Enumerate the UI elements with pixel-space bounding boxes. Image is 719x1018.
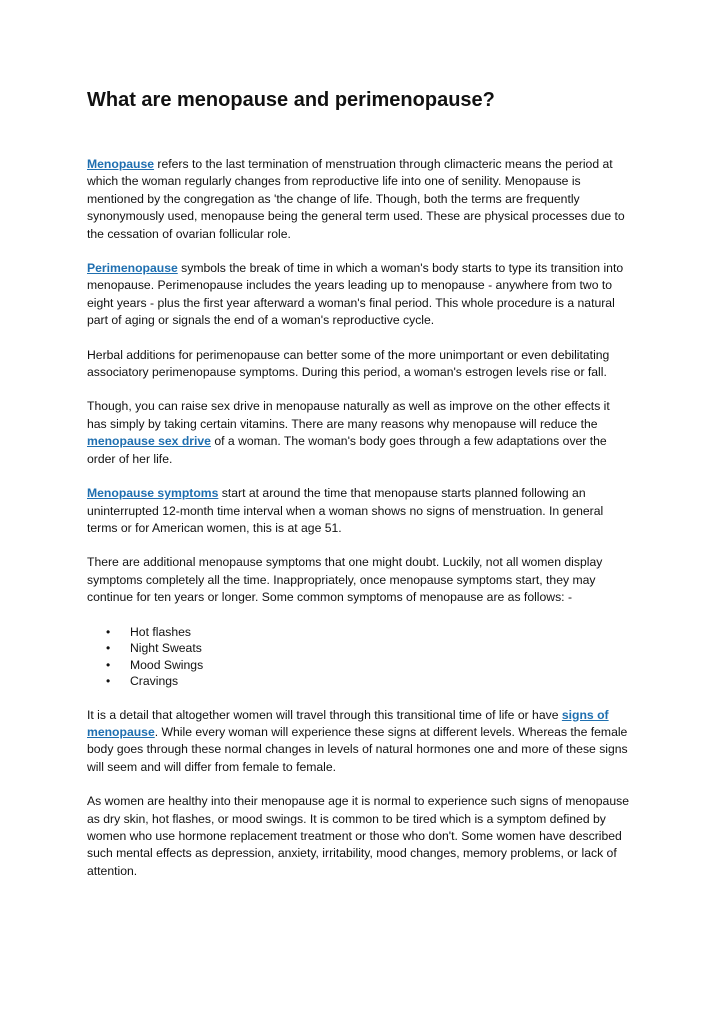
menopause-link[interactable]: Menopause — [87, 157, 155, 171]
list-item: • Cravings — [106, 674, 179, 689]
list-item: • Night Sweats — [106, 641, 202, 656]
paragraph-healthy-women: As women are healthy into their menopause age it is normal to experience such signs of menopause as dry skin, hot flashes, or mood swings. It is common to be tired which is a symptom defined by women who use hormone replacement treatment or those who don't. Some women have described such mental effects as depression, anxiety, irritability, mood changes, memory problems, or lack of attention. — [87, 794, 629, 878]
paragraph-text: of a woman. The woman's body goes through a few adaptations over the order of her life. — [87, 434, 607, 466]
paragraph-text: start at around the time that menopause starts planned following an uninterrupted 12-month time interval when a woman shows no signs of menstruation. In general terms or for American women, this is at age 51. — [87, 486, 604, 535]
list-item: • Mood Swings — [106, 657, 204, 672]
paragraph-symptoms-start — [87, 485, 631, 537]
paragraph-text: Though, you can raise sex drive in menopause naturally as well as improve on the other effects it has simply by taking certain vitamins. There are many reasons why menopause will reduce the — [87, 399, 610, 431]
paragraph-text: . While every woman will experience these signs at different levels. Whereas the female body goes through these normal changes in levels of natural hormones one and more of these signs will seem and will differ from female to female. — [87, 724, 628, 774]
bullet-icon: • — [106, 641, 111, 656]
page-title: What are menopause and perimenopause? — [87, 89, 495, 111]
list-item: • Hot flashes — [106, 624, 191, 639]
menopause-symptoms-link[interactable]: Menopause symptoms — [87, 486, 219, 501]
bullet-icon: • — [106, 624, 111, 639]
symptoms-list — [87, 624, 631, 690]
paragraph-text: refers to the last termination of menstruation through climacteric means the period at which the woman regularly changes from reproductive life into one of senility. Menopause is mentioned by the congregation as 'the change of life. Though, both the terms are frequently synonymously used, menopause being the general term used. These are physical processes due to the cessation of ovarian follicular role. — [87, 157, 625, 241]
paragraph-text: It is a detail that altogether women will travel through this transitional time of life or have — [87, 707, 562, 722]
bullet-icon: • — [106, 674, 111, 689]
paragraph-signs — [87, 707, 631, 777]
paragraph-herbal: Herbal additions for perimenopause can better some of the more unimportant or even debilitating associatory perimenopause symptoms. During this period, a woman's estrogen levels rise or fall. — [87, 347, 610, 380]
menopause-sex-drive-link[interactable]: menopause sex drive — [87, 434, 211, 449]
paragraph-sex-drive — [87, 398, 631, 468]
signs-of-menopause-link[interactable]: signs of menopause — [87, 707, 609, 739]
paragraph-text: symbols the break of time in which a woman's body starts to type its transition into menopause. Perimenopause includes the years leading up to menopause - anywhere from two to eight years - plus the first year afterward a woman's final period. This whole procedure is a natural part of aging or signals the end of a woman's reproductive cycle. — [87, 261, 624, 328]
paragraph-additional-symptoms: There are additional menopause symptoms that one might doubt. Luckily, not all women display symptoms completely all the time. Inappropriately, once menopause symptoms start, they may continue for ten years or longer. Some common symptoms of menopause are as follows: - — [87, 555, 603, 605]
bullet-icon: • — [106, 657, 111, 672]
paragraph-menopause — [87, 156, 631, 243]
perimenopause-link[interactable]: Perimenopause — [87, 261, 178, 276]
paragraph-perimenopause — [87, 260, 631, 330]
